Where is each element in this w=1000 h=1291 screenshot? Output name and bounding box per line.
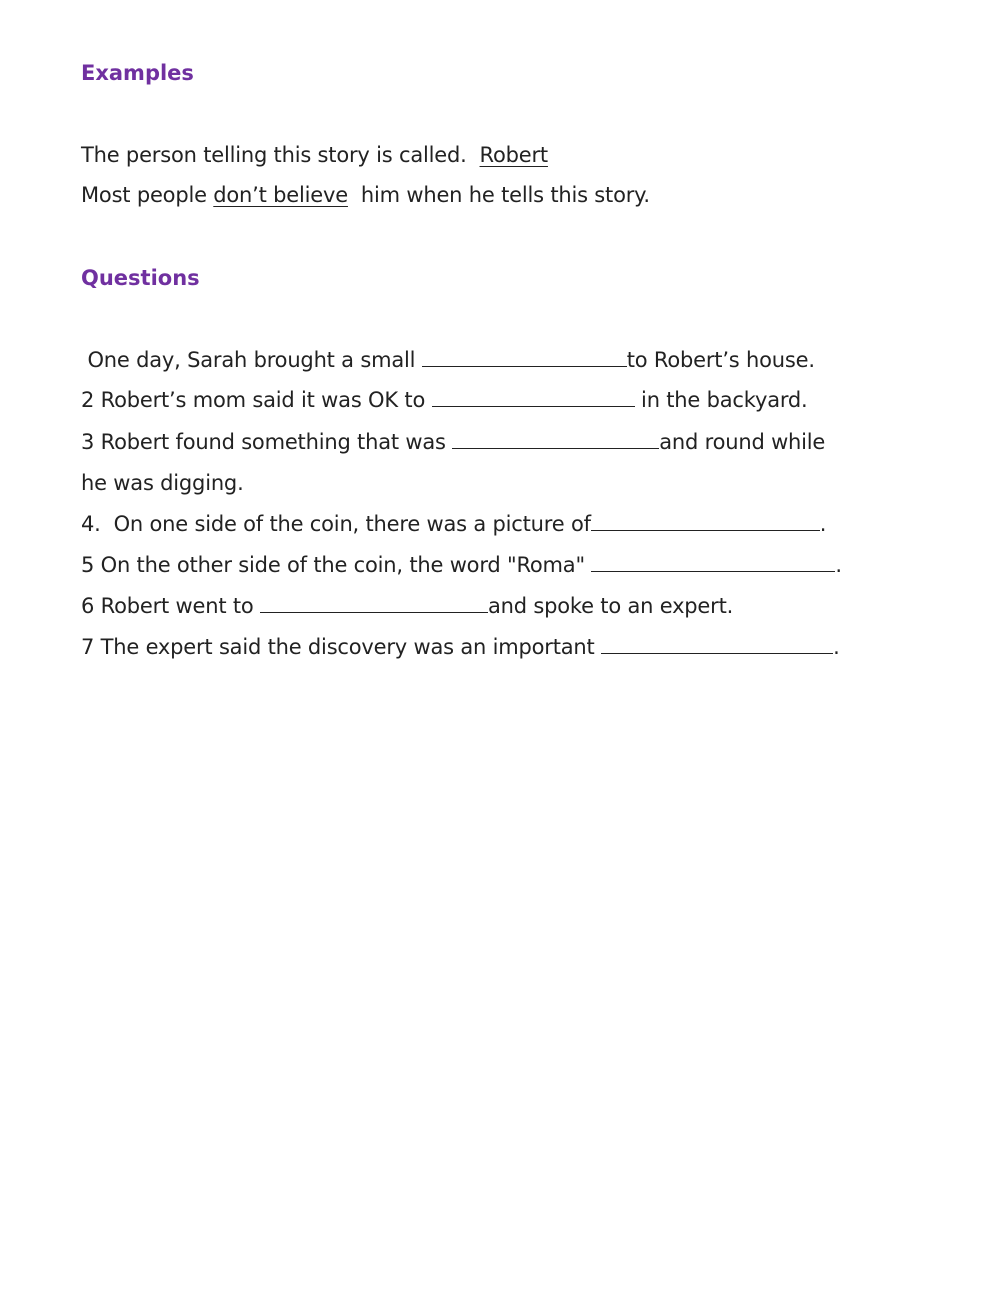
question-2-text-before: 2 Robert’s mom said it was OK to xyxy=(81,388,432,412)
example-2-text-before: Most people xyxy=(81,183,214,207)
example-2-text-after: him when he tells this story. xyxy=(347,183,650,207)
question-2 xyxy=(81,387,808,413)
question-3-continuation: he was digging. xyxy=(81,471,244,495)
example-1-answer: Robert xyxy=(479,143,548,167)
question-5 xyxy=(81,552,842,578)
question-7-text-before: 7 The expert said the discovery was an important xyxy=(81,635,602,659)
examples-heading: Examples xyxy=(81,61,194,85)
answer-blank-6[interactable] xyxy=(260,594,488,613)
question-3-text-before: 3 Robert found something that was xyxy=(81,430,453,454)
example-line-1 xyxy=(81,142,548,168)
questions-heading: Questions xyxy=(81,266,200,290)
example-line-2 xyxy=(81,182,650,208)
example-1-text: The person telling this story is called. xyxy=(81,143,480,167)
question-1-text-before: One day, Sarah brought a small xyxy=(81,348,422,372)
question-4 xyxy=(81,511,826,537)
question-3-text-after: and round while xyxy=(659,430,826,454)
question-2-text-after: in the backyard. xyxy=(634,388,808,412)
question-6 xyxy=(81,593,733,619)
answer-blank-4[interactable] xyxy=(591,512,820,531)
answer-blank-7[interactable] xyxy=(601,635,833,654)
question-5-text-after: . xyxy=(835,553,842,577)
question-7-text-after: . xyxy=(833,635,840,659)
question-1-text-after: to Robert’s house. xyxy=(626,348,815,372)
answer-blank-5[interactable] xyxy=(591,553,835,572)
question-1 xyxy=(81,347,815,373)
question-7 xyxy=(81,634,840,660)
question-3 xyxy=(81,429,825,455)
question-6-text-after: and spoke to an expert. xyxy=(488,594,734,618)
question-5-text-before: 5 On the other side of the coin, the word "Roma" xyxy=(81,553,592,577)
example-2-answer: don’t believe xyxy=(213,183,348,207)
answer-blank-3[interactable] xyxy=(452,430,659,449)
question-4-text-after: . xyxy=(819,512,827,536)
question-6-text-before: 6 Robert went to xyxy=(81,594,260,618)
answer-blank-2[interactable] xyxy=(432,388,635,407)
question-4-text-before: 4. On one side of the coin, there was a picture of xyxy=(81,512,591,536)
answer-blank-1[interactable] xyxy=(422,348,627,367)
